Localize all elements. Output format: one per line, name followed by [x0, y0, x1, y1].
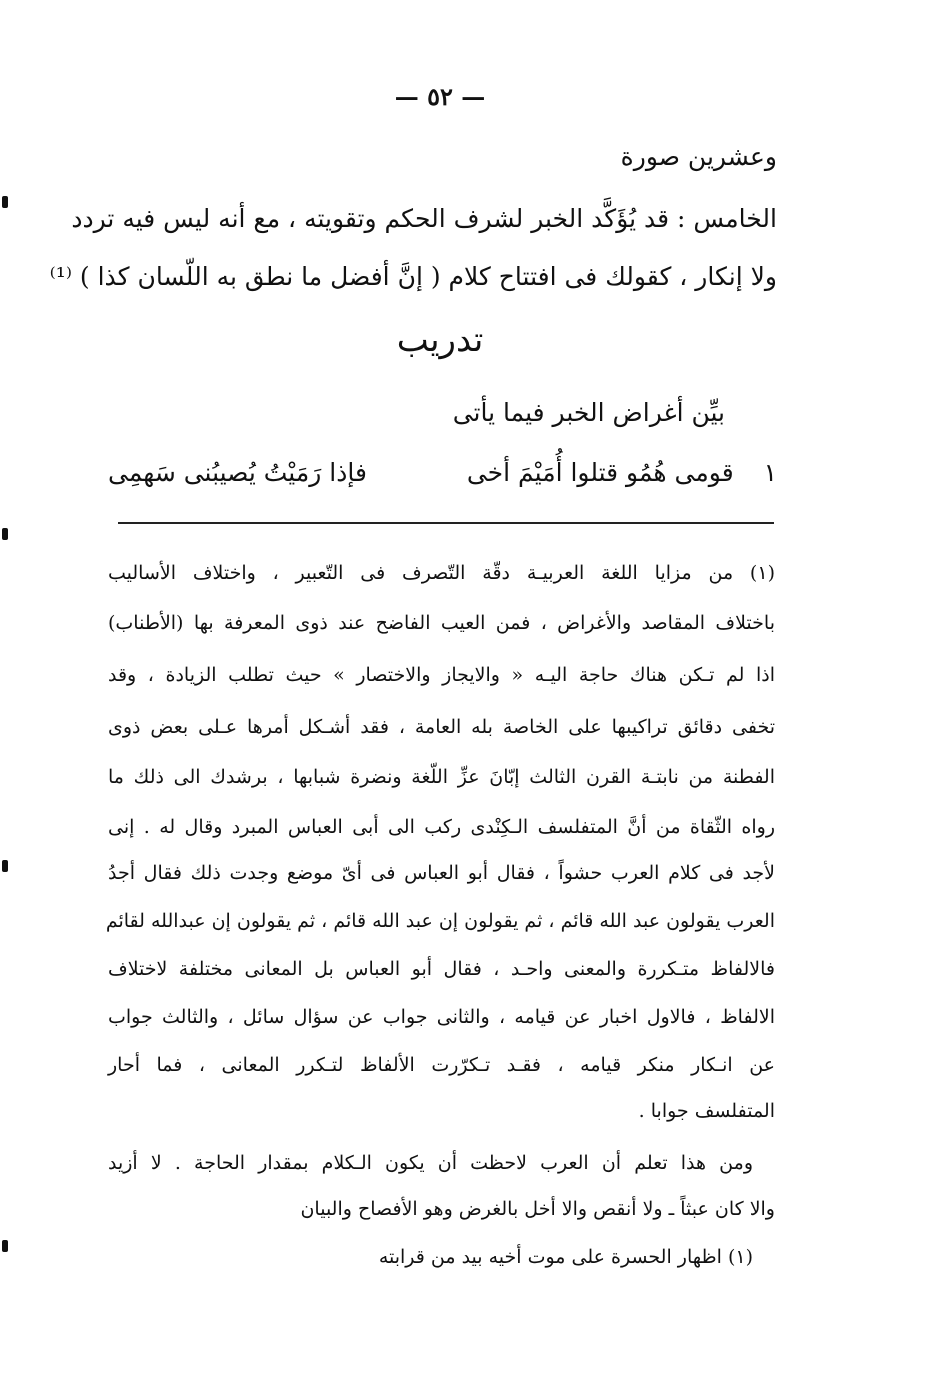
- margin-mark: [2, 196, 8, 208]
- verse-hemistich-1: قومى هُمُو قتلوا أُمَيْمَ أخى: [466, 458, 734, 487]
- footnote-line: المتفلسف جوابا .: [638, 1100, 775, 1122]
- footnote-line: والا كان عبثاً ـ ولا أنقص والا أخل بالغرض وهو الأفصاح والبيان: [300, 1198, 775, 1220]
- footnote-line: فالالفاظ متـكررة والمعنى واحـد ، فقال أبو العباس بل المعانى مختلفة لاختلاف: [108, 958, 775, 980]
- verse-first-half: [467, 458, 777, 487]
- footnote-line: (١) اظهار الحسرة على موت أخيه بيد من قرابته: [378, 1246, 753, 1268]
- footnote-line: العرب يقولون عبد الله قائم ، ثم يقولون إن عبد الله قائم ، ثم يقولون إن عبدالله لقائم: [105, 910, 775, 932]
- margin-mark: [2, 1240, 8, 1252]
- exercise-prompt: بيِّن أغراض الخبر فيما يأتى: [452, 398, 725, 427]
- page-number: — ٥٢ —: [394, 82, 486, 111]
- footnote-line: لأجد فى كلام العرب حشواً ، فقال أبو العباس فى أىّ موضع وجدت ذلك فقال أجدُ: [108, 862, 775, 884]
- footnote-line: رواه الثّقاة من أنَّ المتفلسف الـكِنْدى ركب الى أبى العباس المبرد وقال له . إنى: [108, 816, 775, 838]
- body-line: وعشرين صورة: [620, 142, 777, 171]
- margin-mark: [2, 528, 8, 540]
- verse-hemistich-2: فإذا رَمَيْتُ يُصيبُنى سَهمِى: [108, 458, 367, 487]
- footnote-separator: [118, 522, 774, 524]
- footnote-line: عن انـكار منكر قيامه ، فقـد تـكرّرت الألفاظ لتـكرر المعانى ، فما أحار: [108, 1054, 775, 1076]
- margin-mark: [2, 860, 8, 872]
- body-line: ولا إنكار ، كقولك فى افتتاح كلام ( إنَّ أفضل ما نطق به اللّسان كذا ) ⁽¹⁾: [49, 262, 777, 291]
- footnote-line: الالفاظ ، فالاول اخبار عن قيامه ، والثانى جواب عن سؤال سائل ، والثالث جواب: [108, 1006, 775, 1028]
- footnote-line: تخفى دقائق تراكيبها على الخاصة بله العامة ، فقد أشـكل أمرها عـلى بعض ذوى: [108, 716, 775, 738]
- footnote-line: باختلاف المقاصد والأغراض ، فمن العيب الفاضح عند ذوى المعرفة بها (الأطناب): [108, 612, 775, 634]
- footnote-line: (١) من مزايا اللغة العربيـة دقّة التّصرف فى التّعبير ، واختلاف الأساليب: [108, 562, 775, 584]
- body-line: الخامس : قد يُؤَكَّد الخبر لشرف الحكم وتقويته ، مع أنه ليس فيه تردد: [71, 204, 777, 233]
- footnote-line: ومن هذا تعلم أن العرب لاحظت أن يكون الـكلام بمقدار الحاجة . لا أزيد: [108, 1152, 753, 1174]
- verse-number: ١: [763, 458, 777, 487]
- footnote-line: الفطنة من نابتـة القرن الثالث إبّانَ عزِّ اللّغة ونضرة شبابها ، برشدك الى ذلك ما: [108, 766, 775, 788]
- footnote-line: اذا لم تـكن هناك حاجة اليـه « والايجاز والاختصار » حيث تطلب الزيادة ، وقد: [108, 664, 775, 686]
- section-heading: تدريب: [396, 320, 484, 360]
